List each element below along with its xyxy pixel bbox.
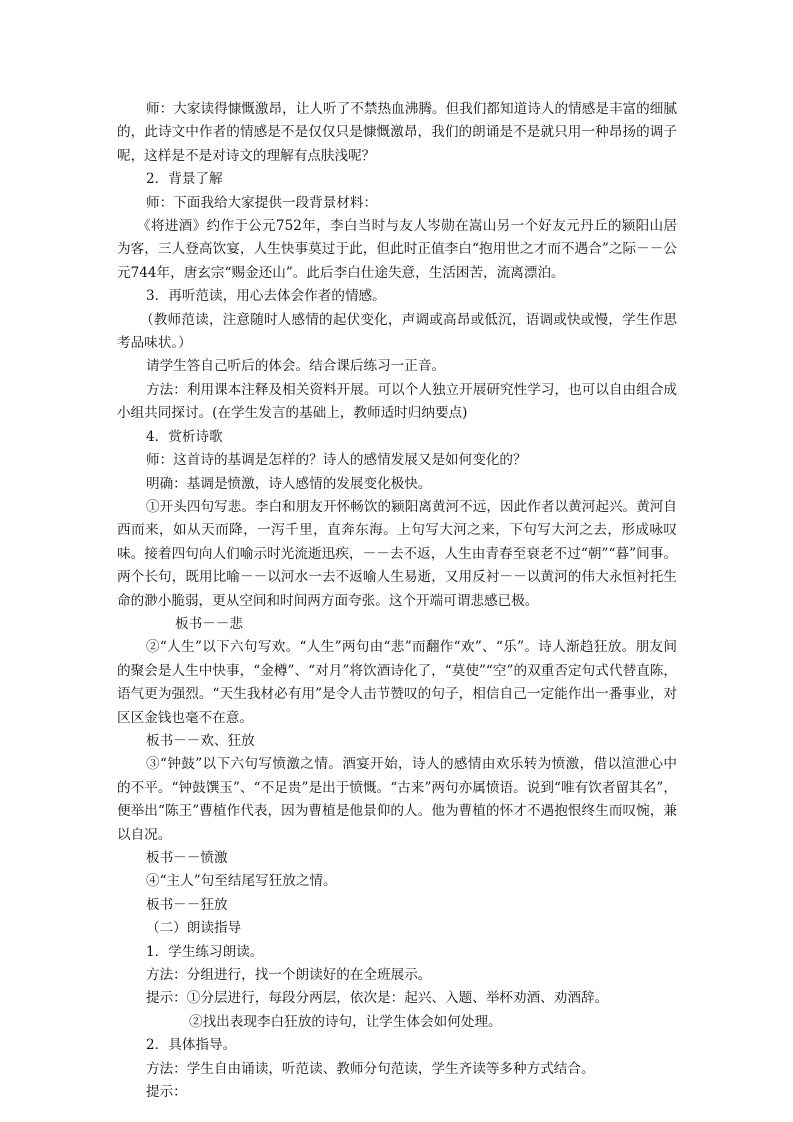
paragraph-analysis-3: ③“钟鼓”以下六句写愤激之情。酒宴开始，诗人的感情由欢乐转为愤激，借以渲泄心中 的不平。“钟鼓馔玉”、“不足贵”是出于愤慨。“古来”两句亦属愤语。说到“唯有饮者留其名”，便举出“陈王”曹植作代表，因为曹植是他景仰的人。他为曹植的怀才不遇抱恨终生而叹惋，兼以自况。 xyxy=(117,756,677,843)
paragraph-analysis-1: ①开头四句写悲。李白和朋友开怀畅饮的颍阳离黄河不远，因此作者以黄河起兴。黄河自西而来，如从天而降，一泻千里，直奔东海。上句写大河之来，下句写大河之去，形成咏叹味。接着四句向人们喻示时光流逝迅疾，－－去不返，人生由青春至衰老不过“朝”“暮”间事。两个长句，既用比喻－－以河水一去不返喻人生易逝，又用反衬－－以黄河的伟大永恒衬托生命的渺小脆弱，更从空间和时间两方面夸张。这个开端可谓悲感已极。 xyxy=(117,498,677,609)
paragraph-clarify: 明确：基调是愤激，诗人感情的发展变化极快。 xyxy=(146,475,432,492)
board-note-unrestrained: 板书－－狂放 xyxy=(146,896,228,913)
paragraph-teacher-comment: 师：大家读得慷慨激昂，让人听了不禁热血沸腾。但我们都知道诗人的情感是丰富的细腻的，此诗文中作者的情感是不是仅仅只是慷慨激昂，我们的朗诵是不是就只用一种昂扬的调子呢，这样是不是对诗文的理解有点肤浅呢？ xyxy=(117,101,677,164)
paragraph-method-groups: 方法：分组进行，找一个朗读好的在全班展示。 xyxy=(146,967,432,984)
paragraph-teacher-reading-note: （教师范读，注意随时人感情的起伏变化，声调或高昂或低沉，语调或快或慢，学生作思考品味状。） xyxy=(117,311,677,352)
paragraph-teacher-question: 师：这首诗的基调是怎样的？诗人的感情发展又是如何变化的？ xyxy=(146,452,527,469)
heading-listen-again: 3．再听范读，用心去体会作者的情感。 xyxy=(146,288,386,305)
paragraph-hint-find-lines: ②找出表现李白狂放的诗句，让学生体会如何处理。 xyxy=(189,1013,502,1030)
paragraph-teacher-intro: 师：下面我给大家提供一段背景材料： xyxy=(146,194,378,211)
paragraph-hint-layers: 提示：①分层进行，每段分两层，依次是：起兴、入题、举杯劝酒、劝酒辞。 xyxy=(146,990,609,1007)
paragraph-method-research: 方法：利用课本注释及相关资料开展。可以个人独立开展研究性学习，也可以自由组合成小组共同探讨。(在学生发言的基础上，教师适时归纳要点) xyxy=(117,381,677,422)
paragraph-analysis-2: ②“人生”以下六句写欢。“人生”两句由“悲”而翻作“欢”、“乐”。诗人渐趋狂放。朋友间的聚会是人生中快事，“金樽”、“对月”将饮酒诗化了，“莫使”“空”的双重否定句式代替直陈，语气更为强烈。“天生我材必有用”是令人击节赞叹的句子，相信自己一定能作出一番事业，对区区金钱也毫不在意。 xyxy=(117,639,677,726)
board-note-joy: 板书－－欢、狂放 xyxy=(146,732,255,749)
board-note-sorrow: 板书－－悲 xyxy=(175,615,243,632)
heading-appreciation: 4．赏析诗歌 xyxy=(146,428,223,445)
paragraph-hint-final: 提示： xyxy=(146,1084,187,1101)
document-body xyxy=(117,98,677,1104)
paragraph-background-material: 《将进酒》约作于公元752年，李白当时与友人岑勋在嵩山另一个好友元丹丘的颍阳山居为客，三人登高饮宴，人生快事莫过于此，但此时正值李白“抱用世之才而不遇合”之际－－公元744年，唐玄宗“赐金还山”。此后李白仕途失意，生活困苦，流离漂泊。 xyxy=(117,218,677,281)
heading-background: 2．背景了解 xyxy=(146,171,223,188)
paragraph-method-reading: 方法：学生自由诵读，听范读、教师分句范读，学生齐读等多种方式结合。 xyxy=(146,1060,595,1077)
heading-reading-guidance: （二）朗读指导 xyxy=(146,920,242,937)
paragraph-analysis-4: ④“主人”句至结尾写狂放之情。 xyxy=(146,873,337,890)
paragraph-student-response: 请学生答自己听后的体会。结合课后练习一正音。 xyxy=(146,358,446,375)
heading-student-practice: 1．学生练习朗读。 xyxy=(146,943,264,960)
board-note-indignation: 板书－－愤激 xyxy=(146,850,228,866)
heading-specific-guidance: 2．具体指导。 xyxy=(146,1037,237,1054)
